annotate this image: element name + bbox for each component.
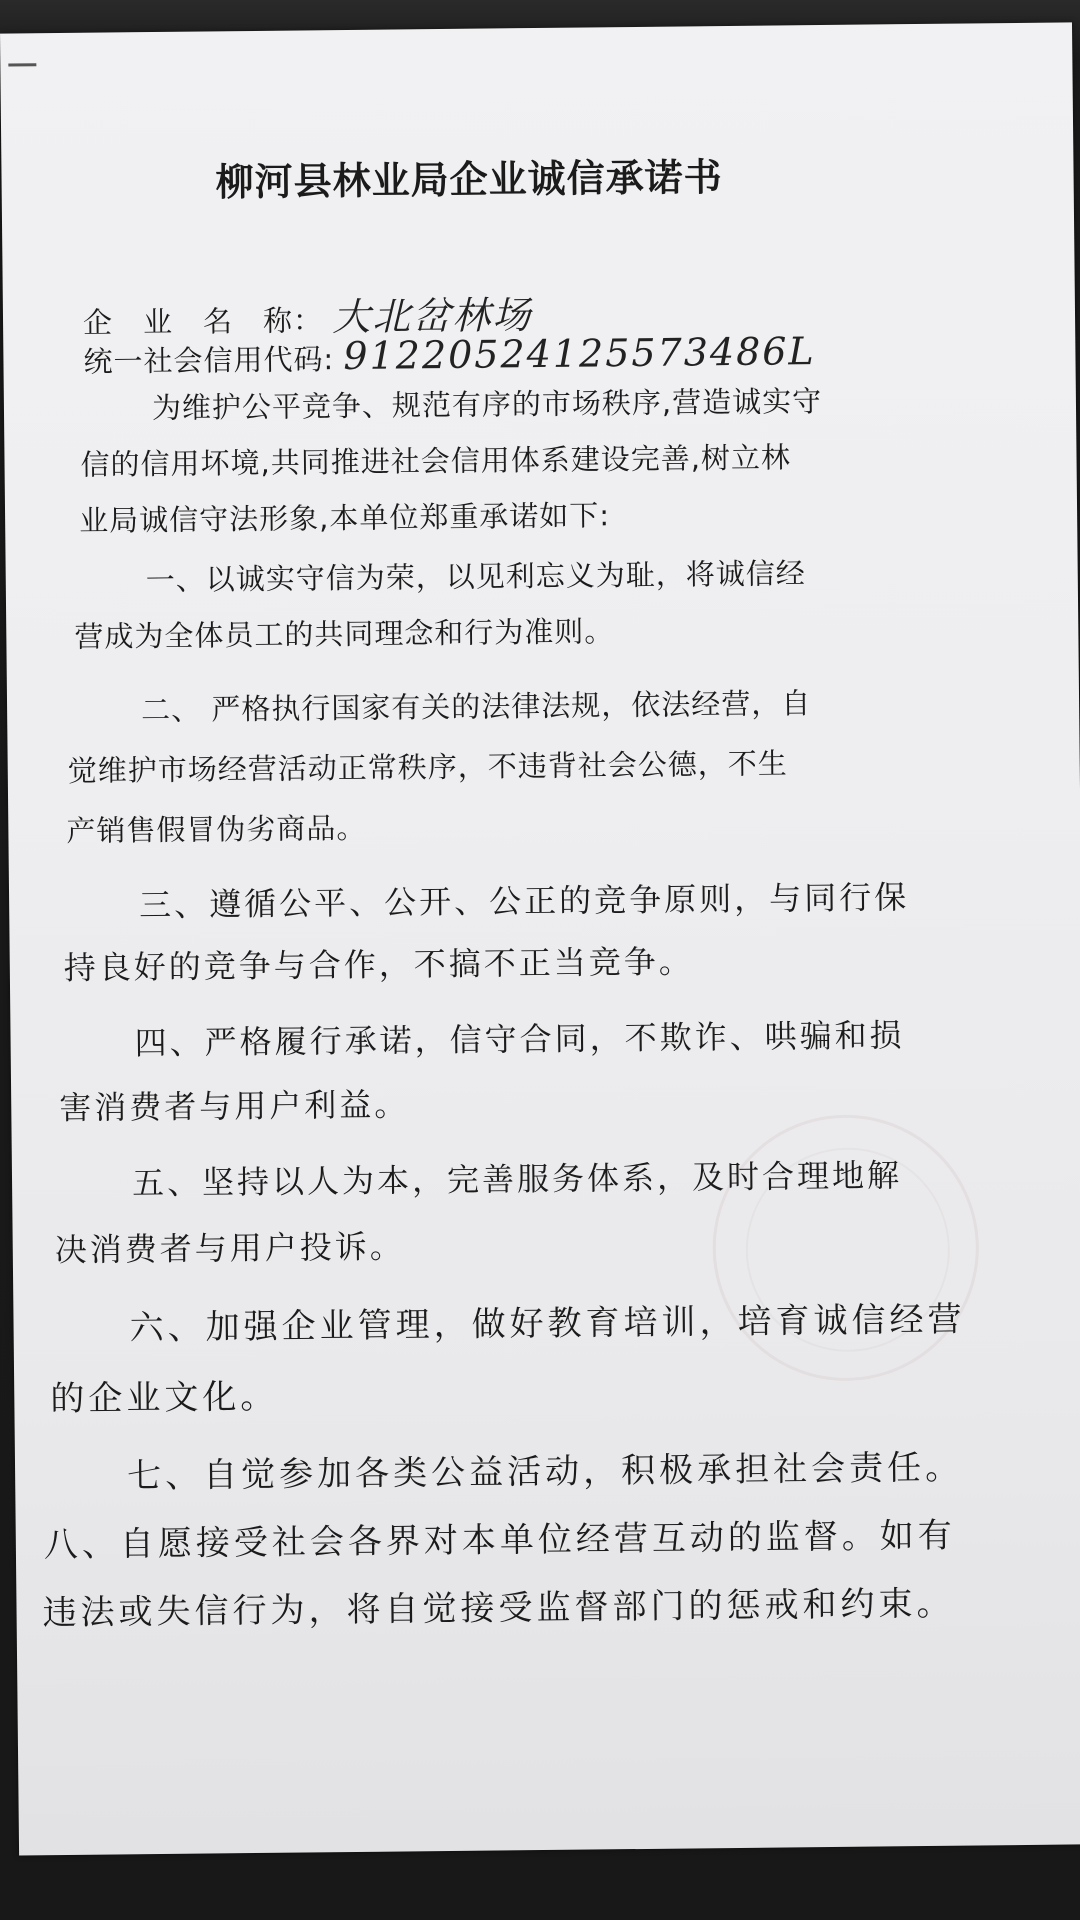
credit-code-value: 91220524125573486L xyxy=(343,329,816,379)
commitment-line: 营成为全体员工的共同理念和行为准则。 xyxy=(74,614,615,654)
paragraph-line: 为维护公平竞争、规范有序的市场秩序,营造诚实守 xyxy=(151,384,823,426)
commitment-line: 一、以诚实守信为荣，以见利忘义为耻，将诚信经 xyxy=(145,556,806,598)
company-name-label: 企 业 名 称： xyxy=(82,303,324,340)
credit-code-label: 统一社会信用代码: xyxy=(83,342,335,379)
document-page xyxy=(0,22,1080,1855)
commitment-line: 害消费者与用户利益。 xyxy=(59,1085,410,1128)
commitment-line: 八、自愿接受社会各界对本单位经营互动的监督。如有 xyxy=(43,1515,957,1566)
commitment-line: 的企业文化。 xyxy=(50,1376,279,1420)
company-name-value: 大北岔林场 xyxy=(332,293,533,340)
commitment-line: 觉维护市场经营活动正常秩序，不违背社会公德，不生 xyxy=(67,746,788,788)
commitment-line: 七、自觉参加各类公益活动，积极承担社会责任。 xyxy=(126,1447,964,1497)
commitment-line: 持良好的竞争与合作，不搞不正当竞争。 xyxy=(63,942,694,987)
credit-code-field xyxy=(83,329,816,381)
commitment-line: 产销售假冒伪劣商品。 xyxy=(66,810,367,848)
commitment-line: 决消费者与用户投诉。 xyxy=(54,1227,405,1270)
commitment-line: 五、坚持以人为本，完善服务体系，及时合理地解 xyxy=(131,1156,903,1203)
commitment-line: 六、加强企业管理，做好教育培训，培育诚信经营 xyxy=(129,1299,966,1349)
commitment-line: 四、严格履行承诺，信守合同，不欺诈、哄骗和损 xyxy=(134,1016,905,1063)
document-title: 柳河县林业局企业诚信承诺书 xyxy=(215,155,723,205)
paragraph-line: 业局诚信守法形象,本单位郑重承诺如下: xyxy=(78,498,611,538)
paragraph-line: 信的信用坏境,共同推进社会信用体系建设完善,树立林 xyxy=(80,440,792,482)
document-content xyxy=(0,22,1080,1855)
commitment-line: 违法或失信行为，将自觉接受监督部门的惩戒和约束。 xyxy=(42,1583,955,1634)
commitment-line: 二、 严格执行国家有关的法律法规，依法经营，自 xyxy=(140,686,812,728)
commitment-line: 三、遵循公平、公开、公正的竞争原则，与同行保 xyxy=(138,878,910,925)
